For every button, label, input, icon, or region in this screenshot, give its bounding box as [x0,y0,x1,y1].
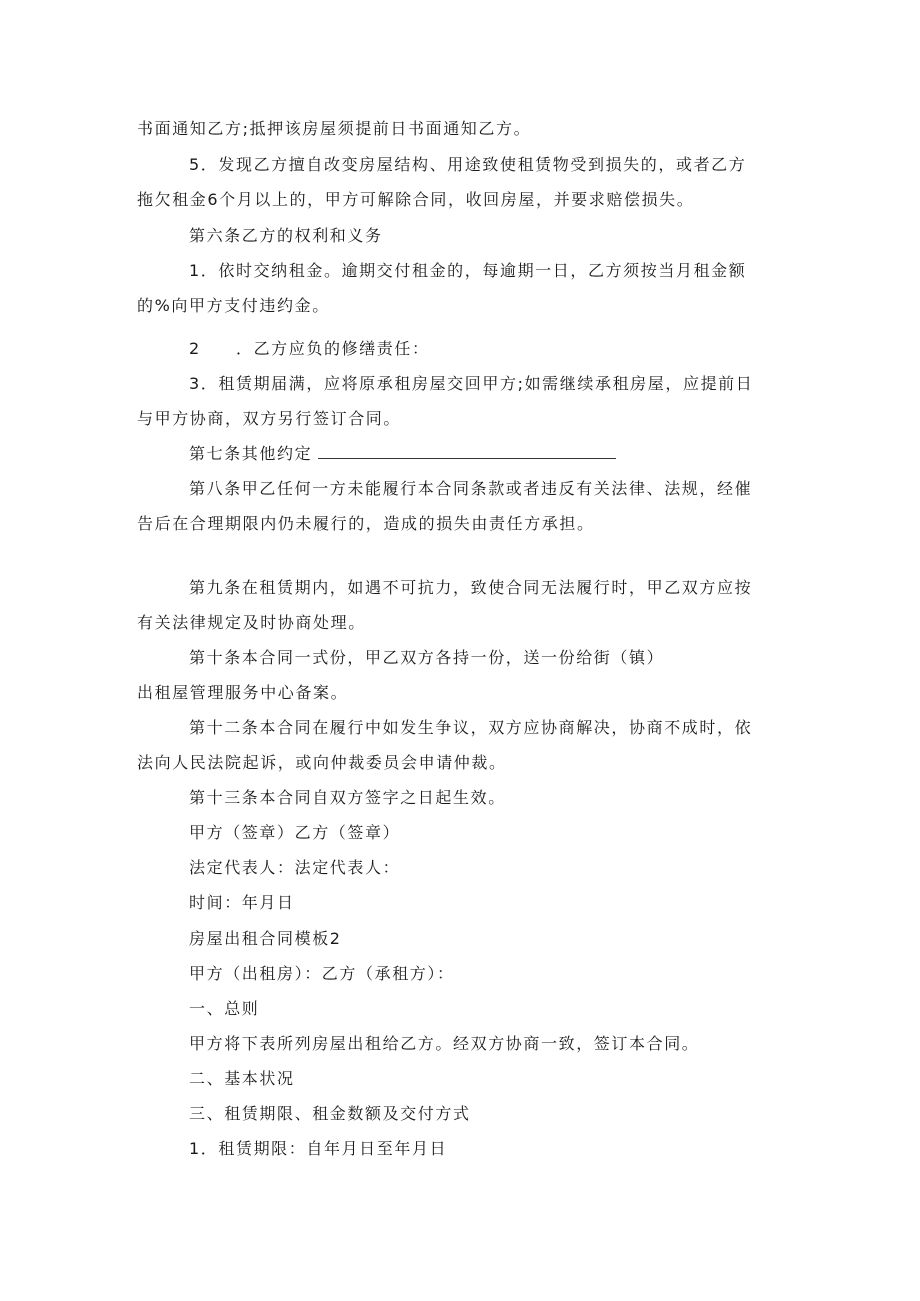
text-line-12: 告后在合理期限内仍未履行的，造成的损失由责任方承担。 [137,514,595,533]
text-line-18: 法向人民法院起诉，或向仲裁委员会申请仲裁。 [137,753,507,772]
lease-period-line: 1．租赁期限：自年月日至年月日 [189,1139,448,1158]
signature-parties: 甲方（签章）乙方（签章） [189,823,401,842]
text-line-6: 的%向甲方支付违约金。 [137,296,330,315]
text-line-11: 第八条甲乙任何一方未能履行本合同条款或者违反有关法律、法规，经催 [189,479,753,498]
parties-line: 甲方（出租房）：乙方（承租方）： [189,964,455,983]
legal-representatives: 法定代表人：法定代表人： [189,858,401,877]
text-line-16: 出租屋管理服务中心备案。 [137,683,349,702]
fill-in-blank-line [318,444,616,459]
text-line-7: 2 ．乙方应负的修缮责任： [189,339,430,358]
text-line-19: 第十三条本合同自双方签字之日起生效。 [189,788,506,807]
text-line-9: 与甲方协商，双方另行签订合同。 [137,409,402,428]
text-line-5: 1．依时交纳租金。逾期交付租金的，每逾期一日，乙方须按当月租金额 [189,261,747,280]
section-heading-7-text: 第七条其他约定 [189,444,313,463]
text-line-13: 第九条在租赁期内，如遇不可抗力，致使合同无法履行时，甲乙双方应按 [189,578,753,597]
section-general: 一、总则 [189,999,260,1018]
text-line-1: 书面通知乙方;抵押该房屋须提前日书面通知乙方。 [137,119,532,138]
section-basic-status: 二、基本状况 [189,1069,295,1088]
text-line-14: 有关法律规定及时协商处理。 [137,613,366,632]
section-lease-term: 三、租赁期限、租金数额及交付方式 [189,1104,471,1123]
text-line-8: 3．租赁期届满，应将原承租房屋交回甲方;如需继续承租房屋，应提前日 [189,374,754,393]
text-line-2: 5．发现乙方擅自改变房屋结构、用途致使租赁物受到损失的，或者乙方 [189,155,747,174]
text-line-15: 第十条本合同一式份，甲乙双方各持一份，送一份给街（镇） [189,648,665,667]
text-line-3: 拖欠租金6个月以上的，甲方可解除合同，收回房屋，并要求赔偿损失。 [137,190,695,209]
text-line-17: 第十二条本合同在履行中如发生争议，双方应协商解决，协商不成时，依 [189,718,753,737]
text-line-26: 甲方将下表所列房屋出租给乙方。经双方协商一致，签订本合同。 [189,1034,700,1053]
template-title: 房屋出租合同模板2 [189,929,342,948]
section-heading-6: 第六条乙方的权利和义务 [189,226,383,245]
section-heading-7 [189,444,616,464]
signing-date: 时间：年月日 [189,893,295,912]
